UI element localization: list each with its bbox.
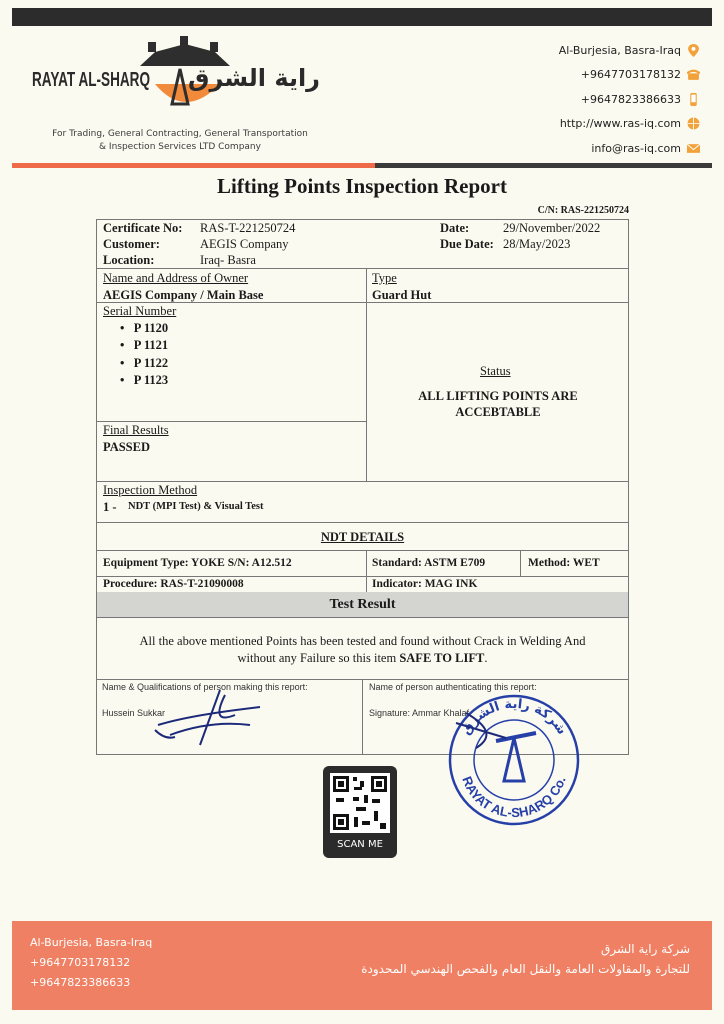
header-dark-band xyxy=(375,163,712,168)
method-wet: Method: WET xyxy=(528,557,600,569)
equipment-type: Equipment Type: YOKE S/N: A12.512 xyxy=(103,557,292,569)
footer-band xyxy=(12,921,712,1010)
certificate-value: RAS-T-221250724 xyxy=(200,221,296,235)
divider xyxy=(96,522,629,523)
logo-text-ar: راية الشرق xyxy=(187,64,320,92)
divider xyxy=(366,268,367,481)
mobile-phone-icon xyxy=(687,93,700,106)
company-logo xyxy=(30,34,330,124)
divider xyxy=(520,550,521,576)
final-results-value: PASSED xyxy=(103,440,151,454)
certificate-cn: C/N: RAS-221250724 xyxy=(537,205,629,216)
authenticator-label: Name of person authenticating this report: xyxy=(369,682,537,692)
location-pin-icon xyxy=(687,44,700,57)
customer-label: Customer: xyxy=(103,237,160,251)
header-accent-band xyxy=(12,163,375,168)
globe-icon xyxy=(687,117,700,130)
phone1-text: +9647703178132 xyxy=(580,68,681,82)
type-value: Guard Hut xyxy=(372,288,432,302)
status-label: Status xyxy=(480,364,511,378)
indicator: Indicator: MAG INK xyxy=(372,578,478,590)
status-line2: ACCEBTABLE xyxy=(455,405,541,419)
final-results-label: Final Results xyxy=(103,423,169,437)
certificate-label: Certificate No: xyxy=(103,221,183,235)
contact-block xyxy=(559,38,700,161)
handwritten-signature xyxy=(150,685,270,750)
result-line1: All the above mentioned Points has been tested and found without Crack in Welding And xyxy=(139,634,586,648)
tagline: For Trading, General Contracting, General Transportation & Inspection Services LTD Company xyxy=(52,129,308,152)
company-stamp xyxy=(446,693,582,827)
address-text: Al-Burjesia, Basra-Iraq xyxy=(558,43,681,57)
divider xyxy=(96,481,629,482)
location-label: Location: xyxy=(103,253,155,267)
footer-contacts: Al-Burjesia, Basra-Iraq +9647703178132 +9647823386633 xyxy=(30,936,153,989)
phone2-text: +9647823386633 xyxy=(580,92,681,106)
standard: Standard: ASTM E709 xyxy=(372,557,486,569)
serial-item: • P 1122 xyxy=(120,356,169,370)
website-link[interactable]: http://www.ras-iq.com xyxy=(559,117,681,131)
result-line2: without any Failure so this item SAFE TO LIFT. xyxy=(237,651,488,665)
divider xyxy=(362,679,363,755)
envelope-icon xyxy=(687,142,700,155)
date-label: Date: xyxy=(440,221,470,235)
type-label: Type xyxy=(372,271,397,285)
owner-label: Name and Address of Owner xyxy=(103,271,249,285)
status-line1: ALL LIFTING POINTS ARE xyxy=(418,389,578,403)
location-value: Iraq- Basra xyxy=(200,253,256,267)
ndt-details-heading: NDT DETAILS xyxy=(320,530,405,544)
footer-arabic: شركة راية الشرق للتجارة والمقاولات العامة والنقل العام والفحص الهندسي المحدودة xyxy=(361,942,690,976)
scan-me-label: SCAN ME xyxy=(337,839,383,850)
date-value: 29/November/2022 xyxy=(503,221,601,235)
email-link[interactable]: info@ras-iq.com xyxy=(591,141,681,155)
stamp-bottom-text: RAYAT AL-SHARQ Co. xyxy=(459,774,569,821)
logo-text-en: RAYAT AL-SHARQ xyxy=(32,69,150,91)
divider xyxy=(96,576,629,577)
divider xyxy=(96,268,629,269)
method-number: 1 - xyxy=(103,500,117,514)
divider xyxy=(96,550,629,551)
divider xyxy=(96,421,366,422)
inspection-method-label: Inspection Method xyxy=(103,483,198,497)
procedure: Procedure: RAS-T-21090008 xyxy=(103,578,244,590)
customer-value: AEGIS Company xyxy=(200,237,289,251)
qr-code[interactable] xyxy=(330,773,390,833)
serial-item: • P 1123 xyxy=(120,373,169,387)
test-result-heading: Test Result xyxy=(329,597,396,612)
telephone-icon xyxy=(687,68,700,81)
signer-name: Hussein Sukkar xyxy=(102,708,166,718)
svg-text:شركة راية الشرق xyxy=(459,697,570,738)
inspection-method-value: NDT (MPI Test) & Visual Test xyxy=(128,501,264,512)
divider xyxy=(366,550,367,592)
signer-label: Name & Qualifications of person making this report: xyxy=(102,682,308,692)
due-date-value: 28/May/2023 xyxy=(503,237,571,251)
stamp-top-text: شركة راية الشرق xyxy=(458,696,570,738)
authenticator-name: Signature: Ammar Khalaf xyxy=(369,708,470,718)
divider xyxy=(96,617,629,618)
serial-item: • P 1121 xyxy=(120,338,169,352)
qr-card[interactable] xyxy=(323,766,397,858)
serial-item: • P 1120 xyxy=(120,321,169,335)
top-dark-bar xyxy=(12,8,712,26)
report-title: Lifting Points Inspection Report xyxy=(217,174,507,198)
due-date-label: Due Date: xyxy=(440,237,494,251)
serial-label: Serial Number xyxy=(103,304,177,318)
owner-value: AEGIS Company / Main Base xyxy=(103,288,264,302)
